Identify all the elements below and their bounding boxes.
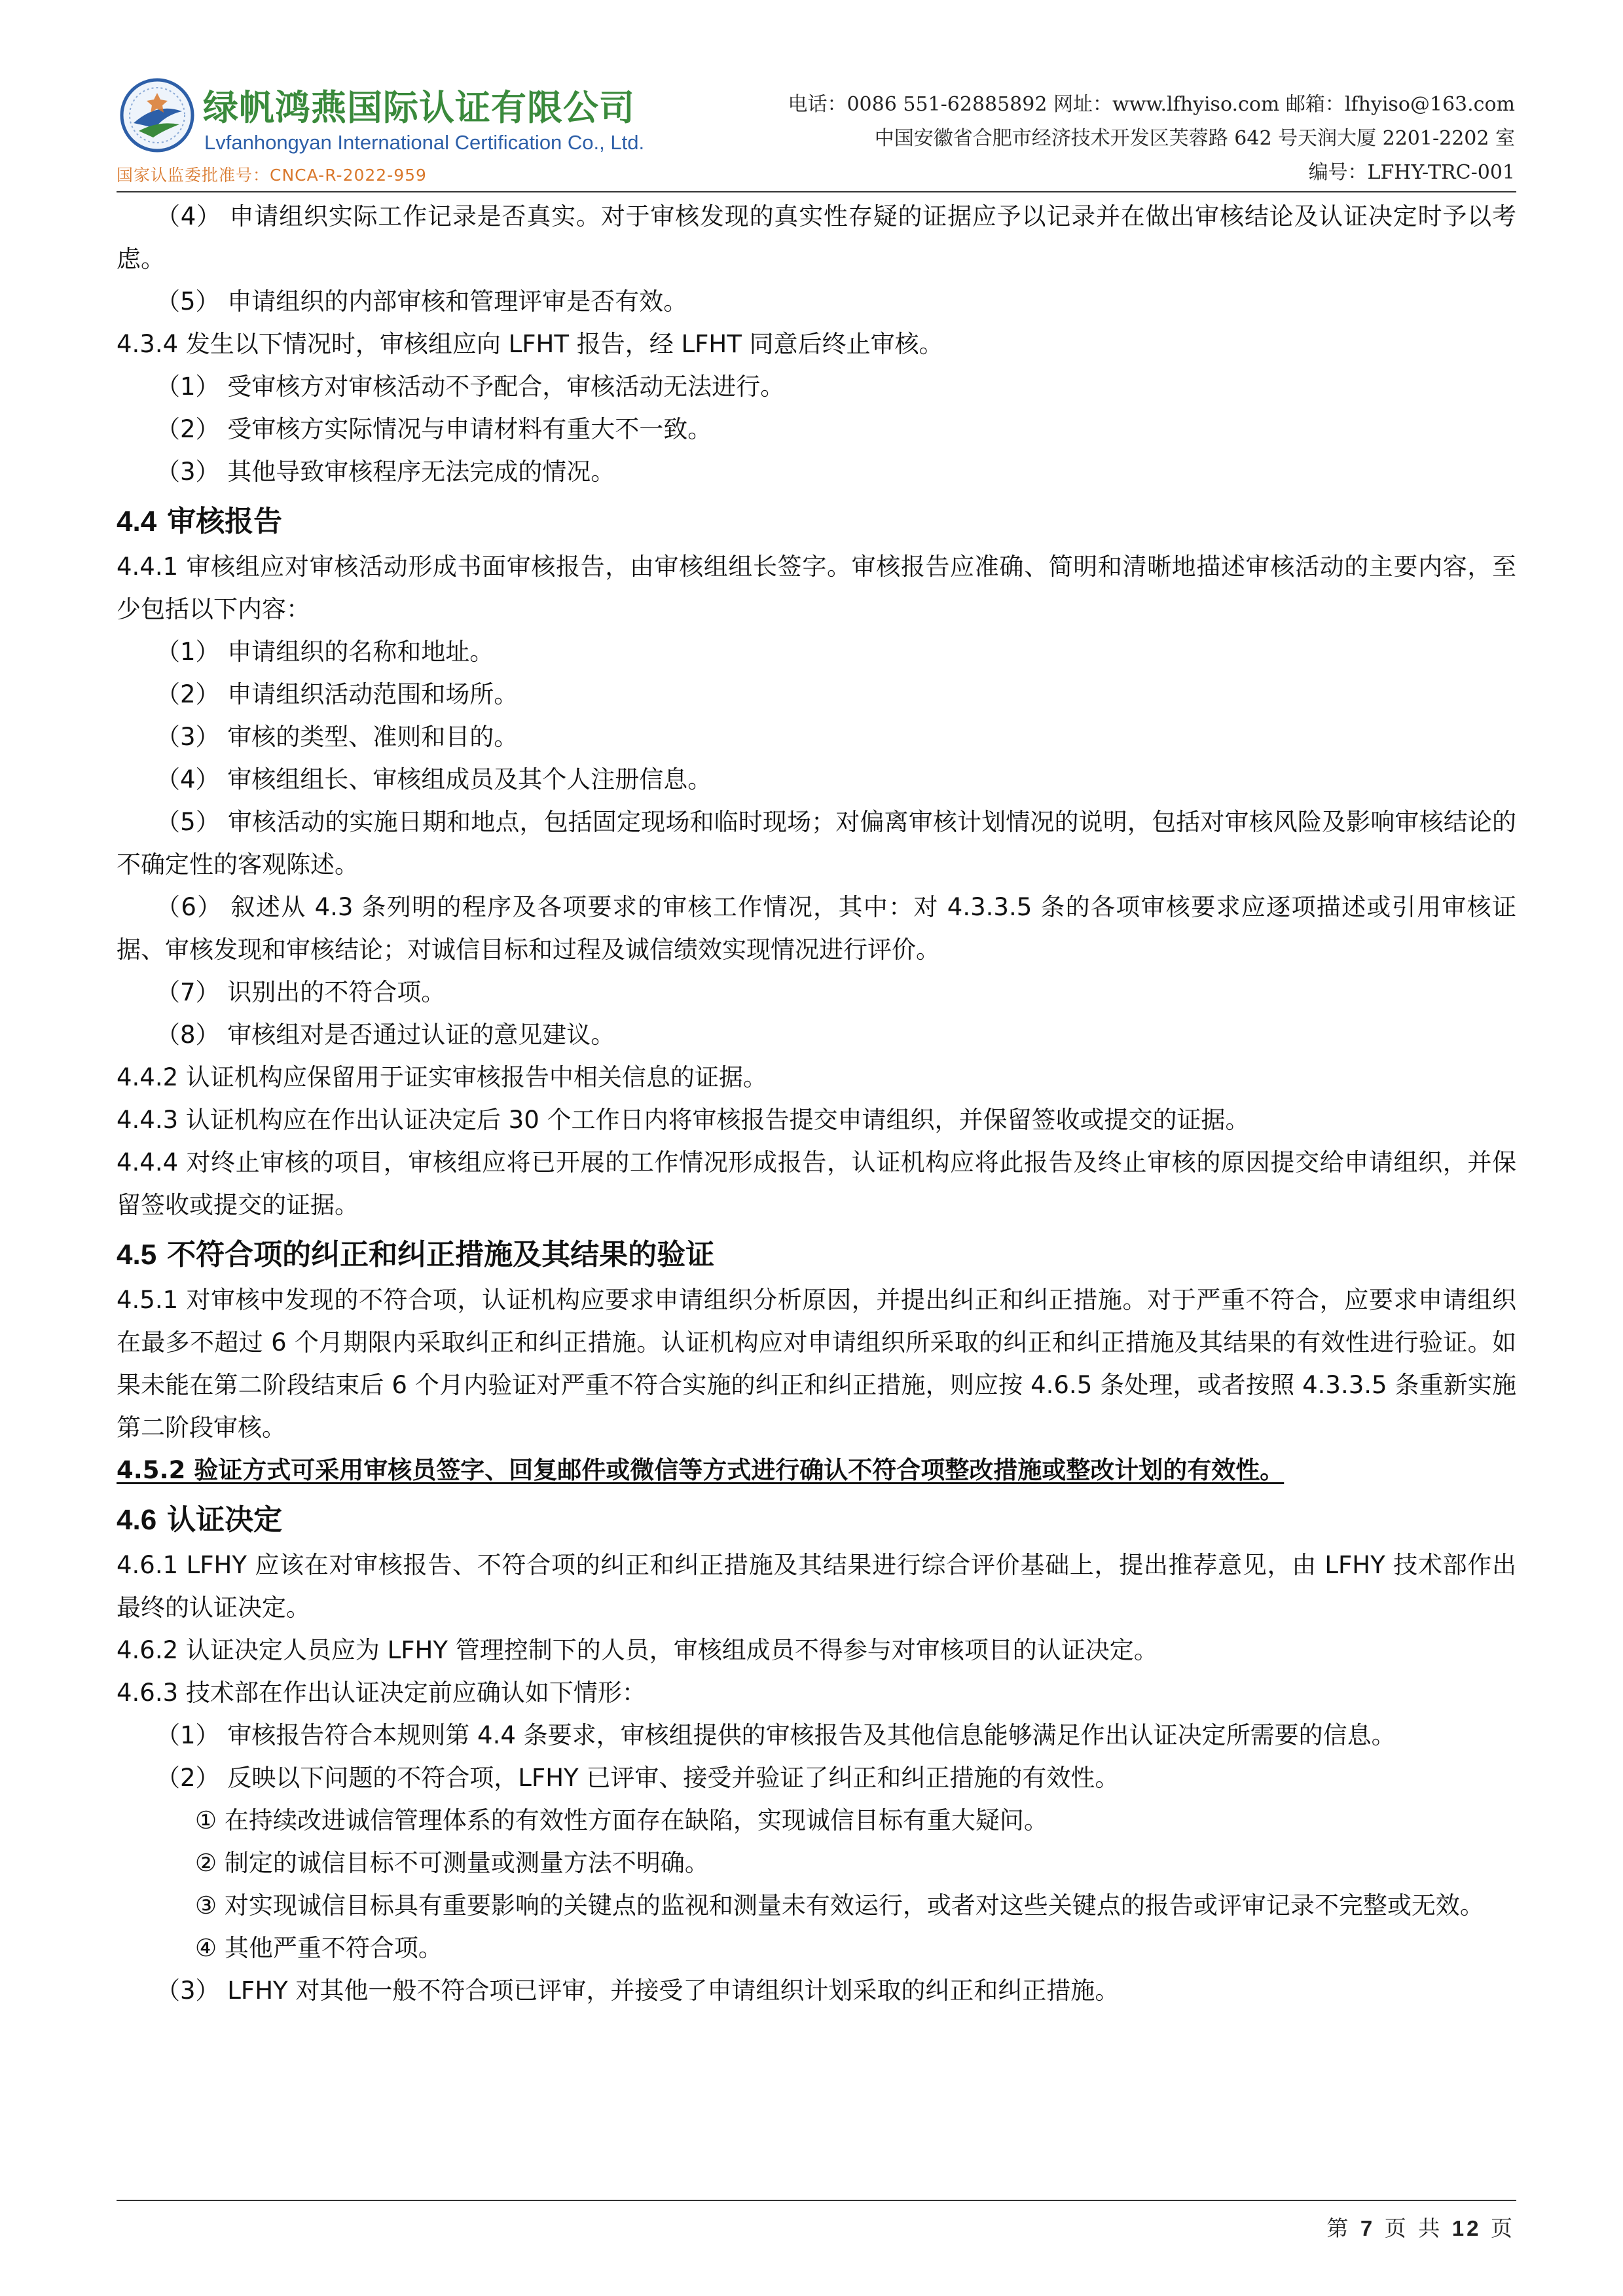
approval-number: 国家认监委批准号：CNCA-R-2022-959 bbox=[117, 166, 427, 185]
section-number: 4.5 bbox=[117, 1239, 157, 1271]
clause: 4.5.1 对审核中发现的不符合项，认证机构应要求申请组织分析原因，并提出纠正和纠正措施。对于严重不符合，应要求申请组织在最多不超过 6 个月期限内采取纠正和纠正措施。认证机构应对申请组织所采取的纠正和纠正措施及其结果的有效性进行验证。如果未能在第二阶段结束后 6 个月内验证对严重不符合实施的纠正和纠正措施，则应按 4.6.5 条处理，或者按照 4.3.3.5 条重新实施第二阶段审核。 bbox=[117, 1286, 1516, 1442]
address-line: 中国安徽省合肥市经济技术开发区芙蓉路 642 号天润大厦 2201-2202 室 bbox=[874, 127, 1515, 150]
document-code: 编号：LFHY-TRC-001 bbox=[1308, 161, 1515, 184]
list-item: （5） 审核活动的实施日期和地点，包括固定现场和临时现场；对偏离审核计划情况的说明，包括对审核风险及影响审核结论的不确定性的客观陈述。 bbox=[117, 808, 1516, 879]
sub-list-item: ③ 对实现诚信目标具有重要影响的关键点的监视和测量未有效运行，或者对这些关键点的报告或评审记录不完整或无效。 bbox=[195, 1891, 1484, 1920]
section-heading-4-5 bbox=[117, 1238, 1516, 1272]
company-name-cn: 绿帆鸿燕国际认证有限公司 bbox=[203, 87, 635, 128]
footer-divider bbox=[117, 2200, 1516, 2201]
list-item: （2） 申请组织活动范围和场所。 bbox=[156, 680, 519, 708]
list-item: （3） 审核的类型、准则和目的。 bbox=[156, 723, 519, 751]
list-item: （1） 申请组织的名称和地址。 bbox=[156, 638, 494, 666]
clause: 4.6.1 LFHY 应该在对审核报告、不符合项的纠正和纠正措施及其结果进行综合评价基础上，提出推荐意见，由 LFHY 技术部作出最终的认证决定。 bbox=[117, 1551, 1516, 1622]
page-suffix: 页 bbox=[1491, 2215, 1515, 2241]
section-number: 4.6 bbox=[117, 1504, 157, 1536]
clause: 4.6.3 技术部在作出认证决定前应确认如下情形： bbox=[117, 1679, 646, 1707]
paragraph: （5） 申请组织的内部审核和管理评审是否有效。 bbox=[156, 287, 688, 316]
list-item: （8） 审核组对是否通过认证的意见建议。 bbox=[156, 1021, 615, 1049]
list-item: （3） 其他导致审核程序无法完成的情况。 bbox=[156, 458, 615, 486]
section-heading-4-4 bbox=[117, 505, 1516, 539]
list-item: （1） 受审核方对审核活动不予配合，审核活动无法进行。 bbox=[156, 373, 785, 401]
list-item: （2） 受审核方实际情况与申请材料有重大不一致。 bbox=[156, 415, 712, 443]
page-prefix: 第 bbox=[1326, 2215, 1351, 2241]
list-item: （2） 反映以下问题的不符合项，LFHY 已评审、接受并验证了纠正和纠正措施的有效性。 bbox=[156, 1764, 1120, 1792]
sub-list-item: ④ 其他严重不符合项。 bbox=[195, 1934, 443, 1962]
clause: 4.3.4 发生以下情况时，审核组应向 LFHT 报告，经 LFHT 同意后终止审核。 bbox=[117, 330, 943, 358]
contact-block bbox=[664, 88, 1515, 190]
sub-list-item: ① 在持续改进诚信管理体系的有效性方面存在缺陷，实现诚信目标有重大疑问。 bbox=[195, 1806, 1048, 1834]
page-mid: 页 共 bbox=[1384, 2215, 1443, 2241]
section-title: 认证决定 bbox=[167, 1503, 283, 1537]
clause: 4.6.2 认证决定人员应为 LFHY 管理控制下的人员，审核组成员不得参与对审核项目的认证决定。 bbox=[117, 1636, 1158, 1664]
list-item: （3） LFHY 对其他一般不符合项已评审，并接受了申请组织计划采取的纠正和纠正措施。 bbox=[156, 1977, 1120, 2005]
clause-emphasized: 4.5.2 验证方式可采用审核员签字、回复邮件或微信等方式进行确认不符合项整改措施或整改计划的有效性。 bbox=[117, 1456, 1285, 1484]
company-name-en: Lvfanhongyan International Certification Co., Ltd. bbox=[204, 131, 645, 154]
clause: 4.4.4 对终止审核的项目，审核组应将已开展的工作情况形成报告，认证机构应将此报告及终止审核的原因提交给申请组织，并保留签收或提交的证据。 bbox=[117, 1148, 1516, 1219]
list-item: （4） 审核组组长、审核组成员及其个人注册信息。 bbox=[156, 765, 712, 793]
list-item: （6） 叙述从 4.3 条列明的程序及各项要求的审核工作情况，其中：对 4.3.3.5 条的各项审核要求应逐项描述或引用审核证据、审核发现和审核结论；对诚信目标和过程及诚信绩效实现情况进行评价。 bbox=[117, 893, 1516, 964]
list-item: （7） 识别出的不符合项。 bbox=[156, 978, 446, 1006]
section-heading-4-6 bbox=[117, 1503, 1516, 1537]
clause: 4.4.1 审核组应对审核活动形成书面审核报告，由审核组组长签字。审核报告应准确、简明和清晰地描述审核活动的主要内容，至少包括以下内容： bbox=[117, 553, 1516, 623]
section-title: 审核报告 bbox=[167, 505, 283, 538]
page-number bbox=[1122, 2212, 1515, 2242]
list-item: （1） 审核报告符合本规则第 4.4 条要求，审核组提供的审核报告及其他信息能够满足作出认证决定所需要的信息。 bbox=[156, 1721, 1396, 1749]
contact-line: 电话：0086 551-62885892 网址：www.lfhyiso.com 邮箱：lfhyiso@163.com bbox=[788, 93, 1515, 116]
page-current: 7 bbox=[1360, 2216, 1376, 2240]
section-number: 4.4 bbox=[117, 505, 157, 538]
header-divider bbox=[117, 191, 1516, 192]
page-header bbox=[0, 0, 1623, 190]
document-body bbox=[117, 195, 1516, 2012]
clause: 4.4.2 认证机构应保留用于证实审核报告中相关信息的证据。 bbox=[117, 1063, 767, 1091]
clause: 4.4.3 认证机构应在作出认证决定后 30 个工作日内将审核报告提交申请组织，并保留签收或提交的证据。 bbox=[117, 1106, 1250, 1134]
sub-list-item: ② 制定的诚信目标不可测量或测量方法不明确。 bbox=[195, 1849, 709, 1877]
page-total: 12 bbox=[1451, 2216, 1482, 2240]
section-title: 不符合项的纠正和纠正措施及其结果的验证 bbox=[167, 1238, 715, 1271]
company-logo-icon bbox=[119, 77, 195, 153]
paragraph: （4） 申请组织实际工作记录是否真实。对于审核发现的真实性存疑的证据应予以记录并在做出审核结论及认证决定时予以考虑。 bbox=[117, 202, 1516, 273]
